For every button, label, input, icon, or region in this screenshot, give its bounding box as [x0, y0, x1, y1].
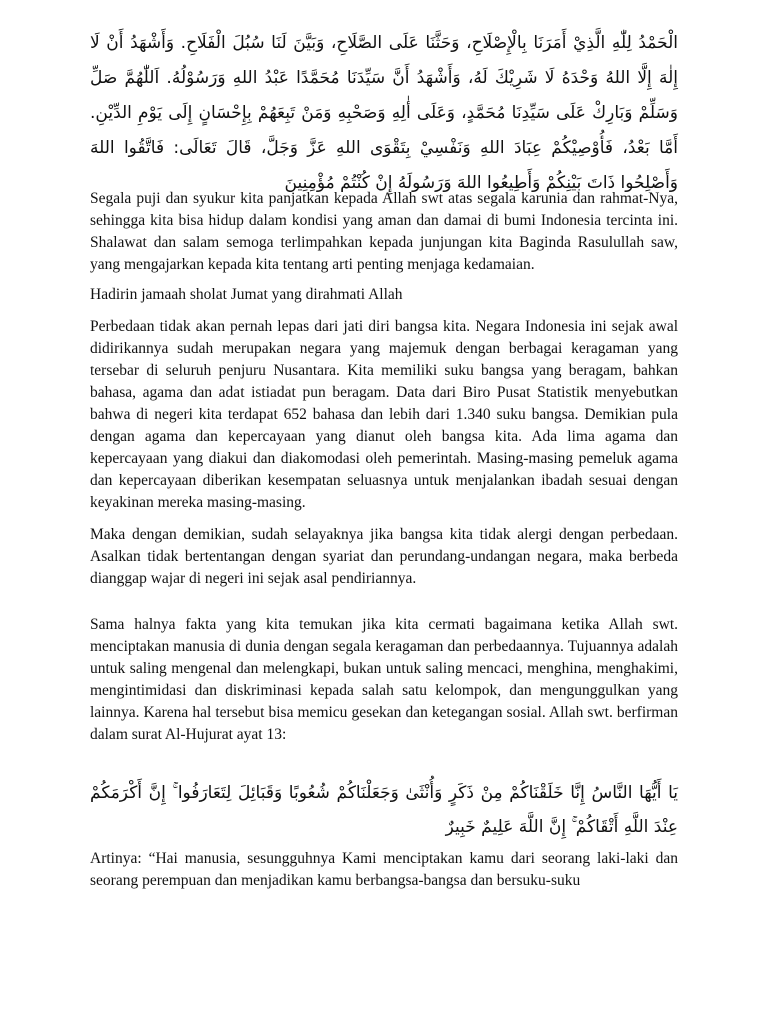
paragraph-intro: Segala puji dan syukur kita panjatkan kepada Allah swt atas segala karunia dan rahmat-Nya, sehingga kita bisa hidup dalam kondisi yang aman dan damai di bumi Indonesia tercinta ini. Shalawat dan salam semoga terlimpahkan kepada junjungan kita Baginda Rasulullah saw, yang mengajarkan kepada kita tentang arti penting menjaga kedamaian.	[90, 190, 678, 273]
paragraph-consequence: Maka dengan demikian, sudah selayaknya jika bangsa kita tidak alergi dengan perbedaan. Asalkan tidak bertentangan dengan syariat dan perundang-undangan negara, maka berbeda dianggap wajar di negeri ini sejak asal pendiriannya.	[90, 526, 678, 587]
paragraph-translation: Artinya: “Hai manusia, sesungguhnya Kami menciptakan kamu dari seorang laki-laki dan seorang perempuan dan menjadikan kamu berbangsa-bangsa dan bersuku-suku	[90, 850, 678, 889]
heading-address: Hadirin jamaah sholat Jumat yang dirahmati Allah	[90, 286, 403, 303]
paragraph-diversity: Perbedaan tidak akan pernah lepas dari jati diri bangsa kita. Negara Indonesia ini sejak awal didirikannya sudah merupakan negara yang majemuk dengan berbagai keragaman yang tersebar di seluruh penjuru Nusantara. Kita memiliki suku bangsa yang beragam, bahkan bahasa, agama dan adat istiadat pun beragam. Data dari Biro Pusat Statistik menyebutkan bahwa di negeri kita terdapat 652 bahasa dan lebih dari 1.340 suku bangsa. Demikian pula dengan agama dan kepercayaan yang dianut oleh bangsa kita. Ada lima agama dan kepercayaan yang diakui dan diakomodasi oleh pemerintah. Masing-masing pemeluk agama dan kepercayaan diberikan kesempatan seluasnya untuk menjalankan ibadah sesuai dengan keyakinan mereka masing-masing.	[90, 318, 678, 511]
arabic-opening-prayer: الْحَمْدُ لِلّٰهِ الَّذِيْ أَمَرَنَا بِالْإِصْلَاحِ، وَحَثَّنَا عَلَى الصَّلَاحِ، وَبَيَّنَ لَنَا سُبُلَ الْفَلَاحِ. وَأَشْهَدُ أَنْ لَا إِلٰهَ إِلَّا اللهُ وَحْدَهُ لَا شَرِيْكَ لَهُ، وَأَشْهَدُ أَنَّ سَيِّدَنَا مُحَمَّدًا عَبْدُ اللهِ وَرَسُوْلُهُ. اَللّٰهُمَّ صَلِّ وَسَلِّمْ وَبَارِكْ عَلَى سَيِّدِنَا مُحَمَّدٍ، وَعَلَى أٰلِهِ وَصَحْبِهِ وَمَنْ تَبِعَهُمْ بِإِحْسَانٍ إِلَى يَوْمِ الدِّيْنِ. أَمَّا بَعْدُ، فَأُوْصِيْكُمْ عِبَادَ اللهِ وَنَفْسِيْ بِتَقْوَى اللهِ عَزَّ وَجَلَّ، قَالَ تَعَالَى: فَاتَّقُوا اللهَ وَأَصْلِحُوا ذَاتَ بَيْنِكُمْ وَأَطِيعُوا اللهَ وَرَسُولَهُ إِنْ كُنْتُمْ مُؤْمِنِينَ	[90, 33, 678, 193]
paragraph-creation: Sama halnya fakta yang kita temukan jika kita cermati bagaimana ketika Allah swt. menciptakan manusia di dunia dengan segala keragaman dan perbedaannya. Tujuannya adalah untuk saling mengenal dan melengkapi, bukan untuk saling mencaci, menghina, menghakimi, mengintimidasi dan diskriminasi kepada salah satu kelompok, dan mengunggulkan yang lainnya. Karena hal tersebut bisa memicu gesekan dan ketegangan sosial. Allah swt. berfirman dalam surat Al-Hujurat ayat 13:	[90, 616, 678, 743]
arabic-verse-al-hujurat-13: يَا أَيُّهَا النَّاسُ إِنَّا خَلَقْنَاكُمْ مِنْ ذَكَرٍ وَأُنْثَىٰ وَجَعَلْنَاكُمْ شُعُوبًا وَقَبَائِلَ لِتَعَارَفُوا ۚ إِنَّ أَكْرَمَكُمْ عِنْدَ اللَّهِ أَتْقَاكُمْ ۚ إِنَّ اللَّهَ عَلِيمٌ خَبِيرٌ	[90, 783, 678, 837]
